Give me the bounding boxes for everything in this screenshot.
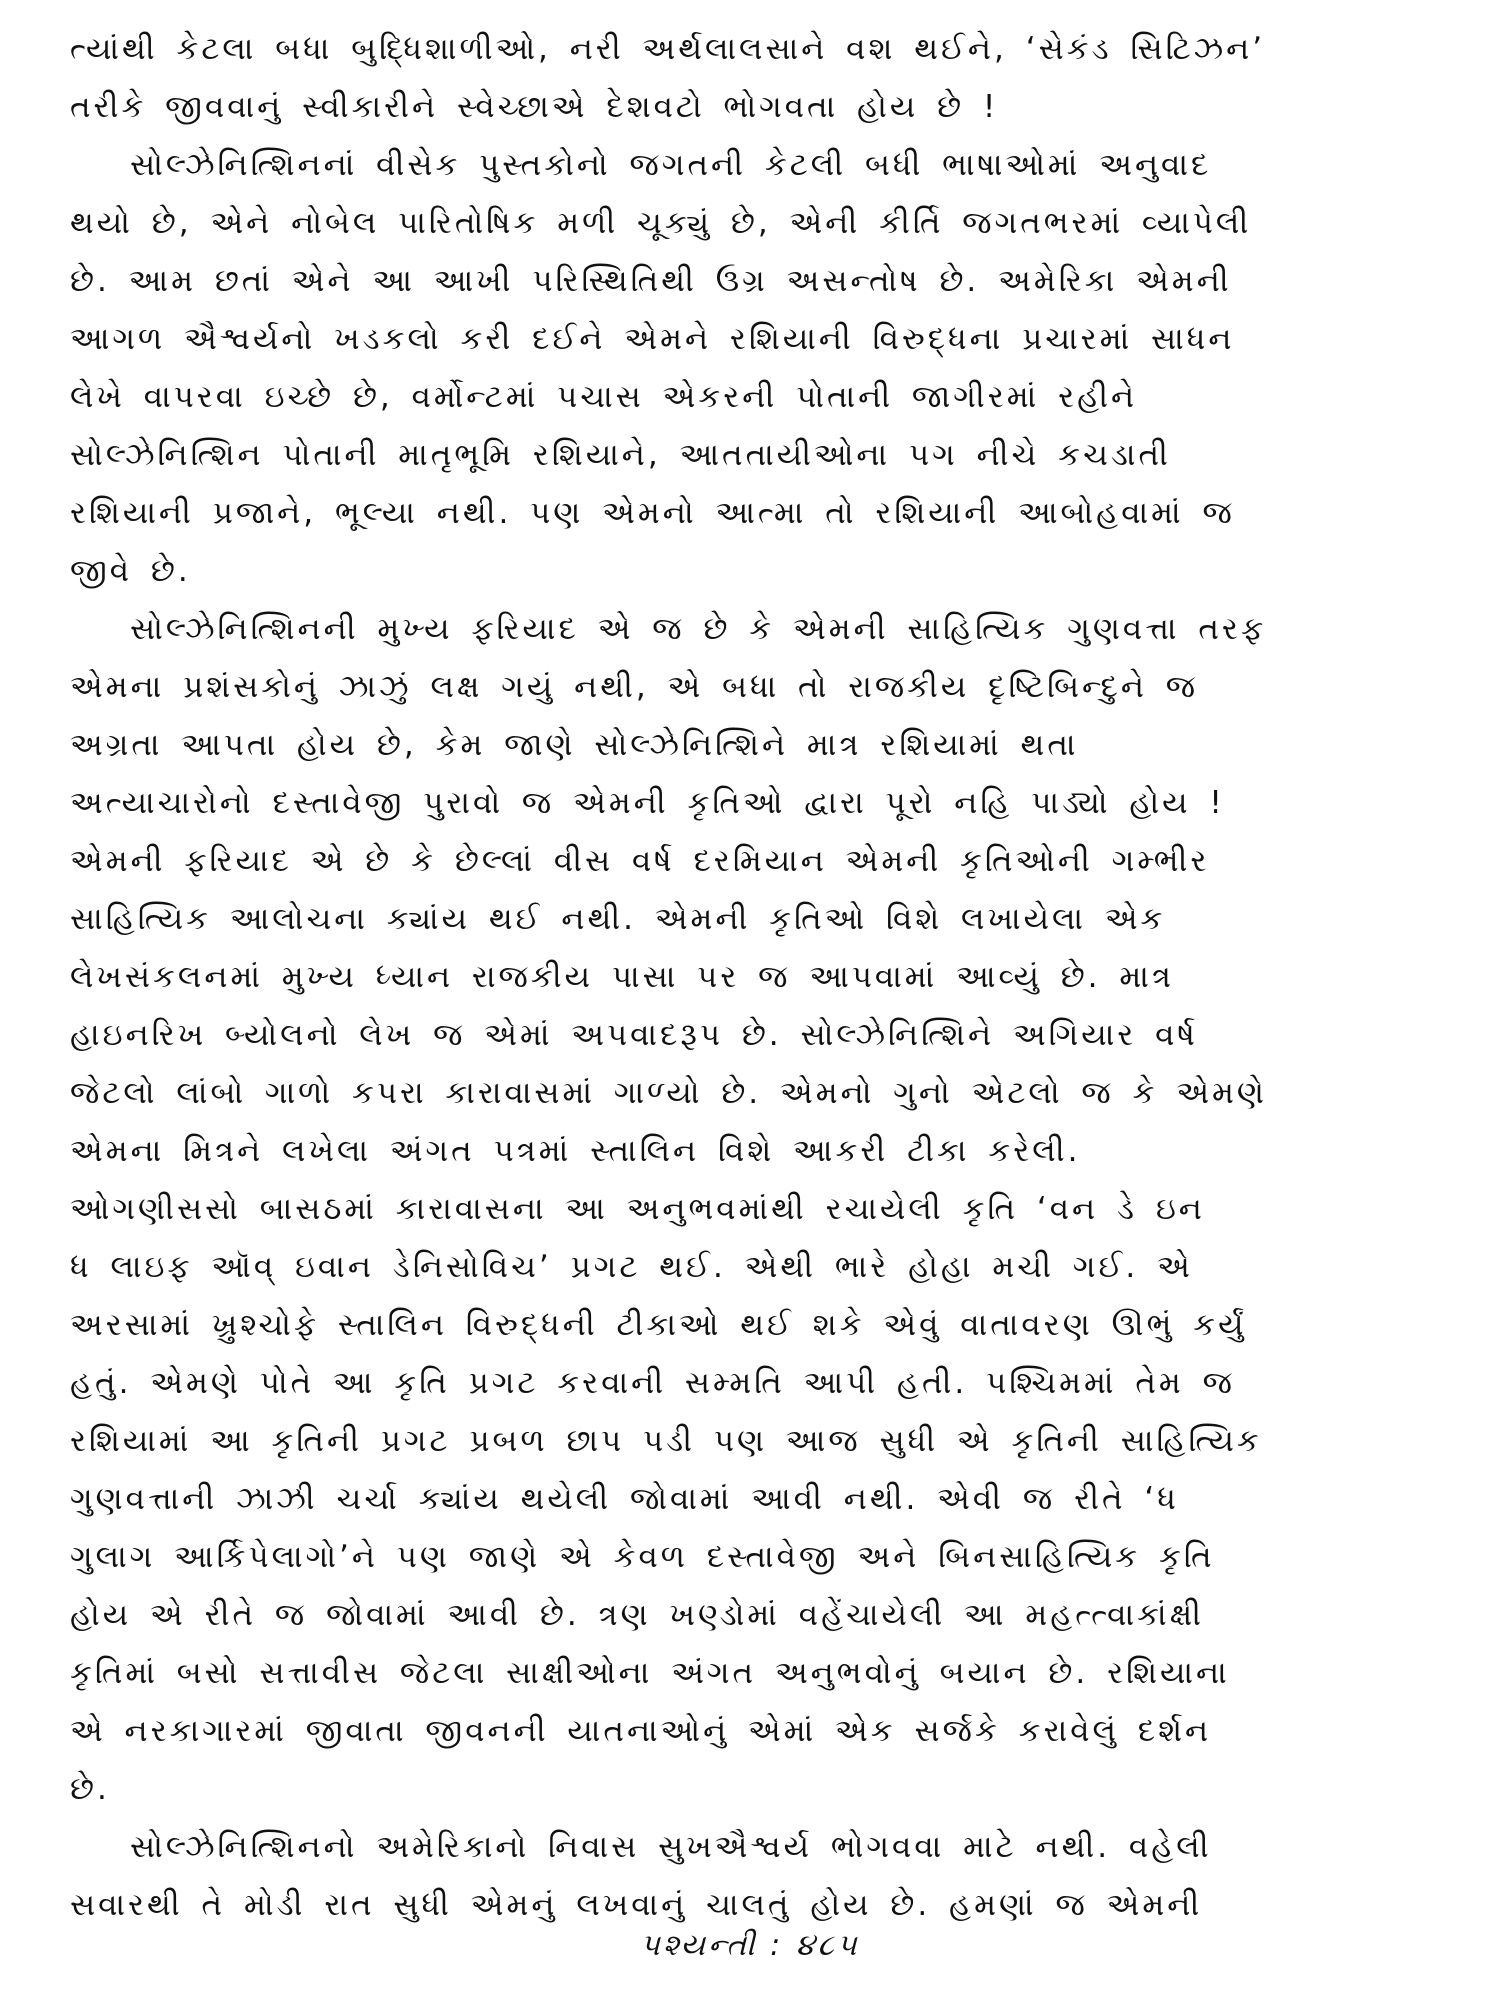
text-line: અરસામાં ખ્રુશ્ચોફે સ્તાલિન વિરુદ્ધની ટીકાઓ થઈ શકે એવું વાતાવરણ ઊભું કર્યું: [70, 1307, 1247, 1343]
text-line: હતું. એમણે પોતે આ કૃતિ પ્રગટ કરવાની સમ્મતિ આપી હતી. પશ્ચિમમાં તેમ જ: [70, 1365, 1235, 1401]
text-line: અગ્રતા આપતા હોય છે, કેમ જાણે સોલ્ઝેનિત્શિને માત્ર રશિયામાં થતા: [70, 727, 1079, 763]
text-line: ત્યાંથી કેટલા બધા બુદ્ધિશાળીઓ, નરી અર્થલાલસાને વશ થઈને, ‘સેકંડ સિટિઝન’: [70, 31, 1266, 67]
text-line: હોય એ રીતે જ જોવામાં આવી છે. ત્રણ ખણ્ડોમાં વહેંચાયેલી આ મહત્ત્વાકાંક્ષી: [70, 1597, 1204, 1633]
text-line: અત્યાચારોનો દસ્તાવેજી પુરાવો જ એમની કૃતિઓ દ્વારા પૂરો નહિ પાડ્યો હોય !: [70, 785, 1225, 821]
text-line: રશિયાની પ્રજાને, ભૂલ્યા નથી. પણ એમનો આત્મા તો રશિયાની આબોહવામાં જ: [70, 495, 1235, 531]
text-line: હાઇનરિખ બ્યોલનો લેખ જ એમાં અપવાદરૂપ છે. સોલ્ઝેનિત્શિને અગિયાર વર્ષ: [70, 1017, 1198, 1053]
text-line: છે. આમ છતાં એને આ આખી પરિસ્થિતિથી ઉગ્ર અસન્તોષ છે. અમેરિકા એમની: [70, 263, 1232, 299]
text-line: રશિયામાં આ કૃતિની પ્રગટ પ્રબળ છાપ પડી પણ આજ સુધી એ કૃતિની સાહિત્યિક: [70, 1423, 1262, 1459]
body-text: [70, 20, 1460, 1934]
text-line: એમના મિત્રને લખેલા અંગત પત્રમાં સ્તાલિન વિશે આકરી ટીકા કરેલી.: [70, 1133, 1081, 1169]
text-line: થયો છે, એને નોબેલ પારિતોષિક મળી ચૂક્યું છે, એની કીર્તિ જગતભરમાં વ્યાપેલી: [70, 205, 1252, 241]
text-line: સવારથી તે મોડી રાત સુધી એમનું લખવાનું ચાલતું હોય છે. હમણાં જ એમની: [70, 1887, 1203, 1923]
text-line: છે.: [70, 1771, 110, 1807]
text-line: તરીકે જીવવાનું સ્વીકારીને સ્વેચ્છાએ દેશવટો ભોગવતા હોય છે !: [70, 89, 999, 125]
text-line: ગુણવત્તાની ઝાઝી ચર્ચા ક્યાંય થયેલી જોવામાં આવી નથી. એવી જ રીતે ‘ધ: [70, 1481, 1179, 1517]
text-line: કૃતિમાં બસો સત્તાવીસ જેટલા સાક્ષીઓના અંગત અનુભવોનું બયાન છે. રશિયાના: [70, 1655, 1230, 1691]
text-line: લેખસંકલનમાં મુખ્ય ધ્યાન રાજકીય પાસા પર જ આપવામાં આવ્યું છે. માત્ર: [70, 959, 1174, 995]
text-line: સોલ્ઝેનિત્શિન પોતાની માતૃભૂમિ રશિયાને, આતતાયીઓના પગ નીચે કચડાતી: [70, 437, 1171, 473]
text-line: સોલ્ઝેનિત્શિનનાં વીસેક પુસ્તકોનો જગતની કેટલી બધી ભાષાઓમાં અનુવાદ: [130, 147, 1212, 183]
text-line: સોલ્ઝેનિત્શિનનો અમેરિકાનો નિવાસ સુખઐશ્વર્ય ભોગવવા માટે નથી. વહેલી: [130, 1829, 1212, 1865]
text-line: જેટલો લાંબો ગાળો કપરા કારાવાસમાં ગાળ્યો છે. એમનો ગુનો એટલો જ કે એમણે: [70, 1075, 1267, 1111]
text-line: સોલ્ઝેનિત્શિનની મુખ્ય ફરિયાદ એ જ છે કે એમની સાહિત્યિક ગુણવત્તા તરફ: [130, 611, 1267, 647]
text-line: એમના પ્રશંસકોનું ઝાઝું લક્ષ ગયું નથી, એ બધા તો રાજકીય દૃષ્ટિબિન્દુને જ: [70, 669, 1199, 705]
text-line: સાહિત્યિક આલોચના ક્યાંય થઈ નથી. એમની કૃતિઓ વિશે લખાયેલા એક: [70, 901, 1166, 937]
text-line: આગળ ઐશ્વર્યનો ખડકલો કરી દઈને એમને રશિયાની વિરુદ્ધના પ્રચારમાં સાધન: [70, 321, 1235, 357]
text-line: લેખે વાપરવા ઇચ્છે છે, વર્મોન્ટમાં પચાસ એકરની પોતાની જાગીરમાં રહીને: [70, 379, 1138, 415]
text-line: જીવે છે.: [70, 553, 191, 589]
page-footer: પશ્યન્તી : ૪૮૫: [640, 1928, 860, 1963]
text-line: એ નરકાગારમાં જીવાતા જીવનની યાતનાઓનું એમાં એક સર્જકે કરાવેલું દર્શન: [70, 1713, 1212, 1749]
text-line: ધ લાઇફ ઑવ્ ઇવાન ડેનિસોવિચ’ પ્રગટ થઈ. એથી ભારે હોહા મચી ગઈ. એ: [70, 1249, 1193, 1285]
text-line: ઓગણીસસો બાસઠમાં કારાવાસના આ અનુભવમાંથી રચાયેલી કૃતિ ‘વન ડે ઇન: [70, 1191, 1205, 1227]
text-line: એમની ફરિયાદ એ છે કે છેલ્લાં વીસ વર્ષ દરમિયાન એમની કૃતિઓની ગમ્ભીર: [70, 843, 1210, 879]
text-line: ગુલાગ આર્કિપેલાગો’ને પણ જાણે એ કેવળ દસ્તાવેજી અને બિનસાહિત્યિક કૃતિ: [70, 1539, 1215, 1575]
